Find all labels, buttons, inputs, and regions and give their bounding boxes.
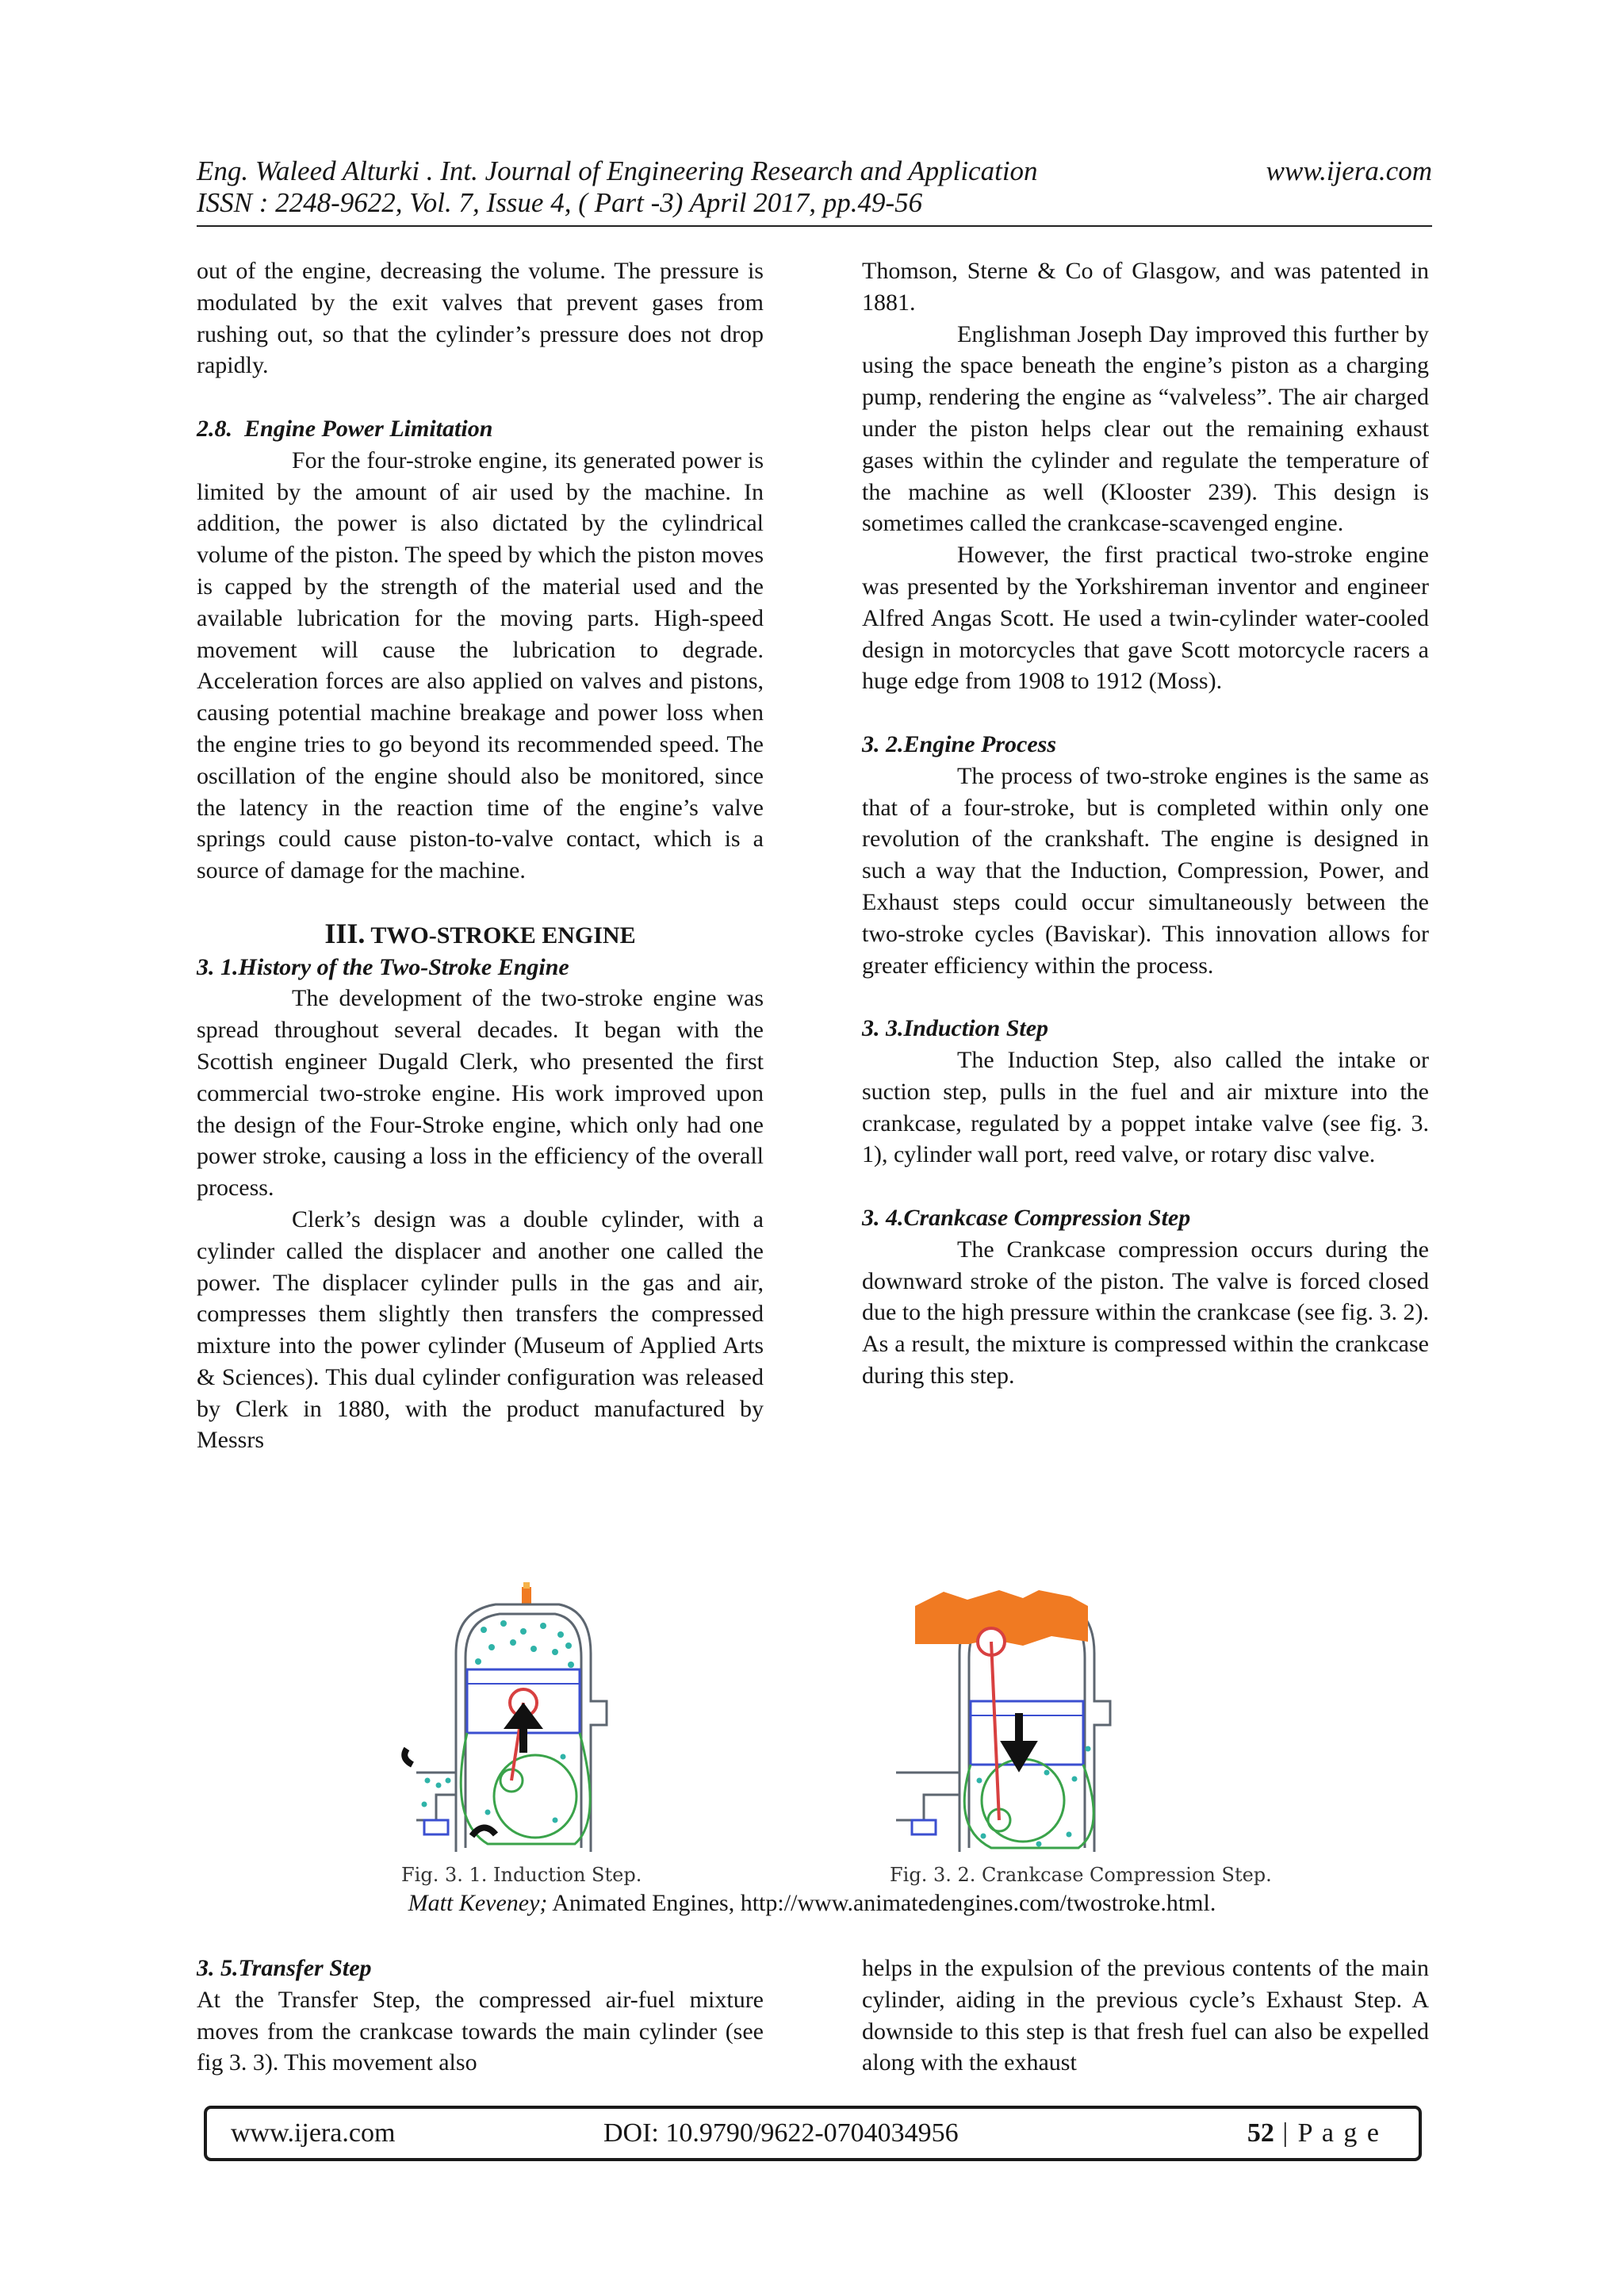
paragraph: The development of the two-stroke engine was spread throughout several decades. It began with the Scottish engineer Dugald Clerk, who presented the first commercial two-stroke engine. His work improved upon the design of the Four-Stroke engine, which only had one power stroke, causing a loss in the efficiency of the overall process. <box>197 985 764 1202</box>
paragraph: However, the first practical two-stroke engine was presented by the Yorkshireman inventor and engineer Alfred Angas Scott. He used a twin-cylinder water-cooled design in motorcycles that gave Scott motorcycle racers a huge edge from 1908 to 1912 (Moss). <box>862 542 1429 695</box>
subsection-heading-3-4: 3. 4.Crankcase Compression Step <box>862 1204 1191 1231</box>
page-footer <box>204 2106 1422 2161</box>
paragraph: out of the engine, decreasing the volume. The pressure is modulated by the exit valves that prevent gases from rushing out, so that the cylinder’s pressure does not drop rapidly. <box>197 258 764 379</box>
left-column-bottom <box>197 1953 764 2079</box>
running-header-line2: ISSN : 2248-9622, Vol. 7, Issue 4, ( Part -3) April 2017, pp.49-56 <box>197 187 923 218</box>
paragraph: The process of two-stroke engines is the same as that of a four-stroke, but is completed within only one revolution of the crankshaft. The engine is designed in such a way that the Induction, Compression, Power, and Exhaust steps could occur simultaneously between the two-stroke cycles (Baviskar). This innovation allows for greater efficiency within the process. <box>862 762 1429 979</box>
left-column <box>197 255 764 1456</box>
right-column-bottom <box>862 1953 1429 2079</box>
paragraph: The Crankcase compression occurs during the downward stroke of the piston. The valve is forced closed due to the high pressure within the crankcase (see fig. 3. 2). As a result, the mixture is compressed within the crankcase during this step. <box>862 1236 1429 1389</box>
subsection-heading-3-2: 3. 2.Engine Process <box>862 730 1057 757</box>
page-number: 52 | P a g e <box>1247 2118 1381 2148</box>
paragraph: Englishman Joseph Day improved this further by using the space beneath the engine’s piston as a charging pump, rendering the engine as “valveless”. The air charged under the piston helps clear out the remaining exhaust gases within the cylinder and regulate the temperature of the machine as well (Klooster 239). This design is sometimes called the crankcase-scavenged engine. <box>862 320 1429 537</box>
footer-site-link[interactable]: www.ijera.com <box>231 2118 396 2148</box>
induction-engine-diagram <box>393 1582 630 1852</box>
crank-wheel <box>494 1755 576 1838</box>
figure-credit: Matt Keveney; Animated Engines, http://www.animatedengines.com/twostroke.html. <box>408 1890 1216 1916</box>
header-rule <box>197 225 1432 227</box>
mixture-dots <box>475 1620 574 1668</box>
running-header-line1 <box>197 155 1432 187</box>
intake-pipe <box>896 1773 959 1820</box>
paragraph: helps in the expulsion of the previous contents of the main cylinder, aiding in the previous cycle’s Exhaust Step. A downside to this step is that fresh fuel can also be expelled along with the exhaust <box>862 1955 1429 2076</box>
journal-citation: Eng. Waleed Alturki . Int. Journal of Engineering Research and Application <box>197 155 1038 186</box>
section-heading-3: III. TWO-STROKE ENGINE <box>324 917 636 949</box>
subsection-heading-3-1: 3. 1.History of the Two-Stroke Engine <box>197 953 569 980</box>
compression-engine-diagram <box>880 1582 1134 1852</box>
paragraph: At the Transfer Step, the compressed air-fuel mixture moves from the crankcase towards the main cylinder (see fig 3. 3). This movement also <box>197 1986 764 2076</box>
paragraph: Clerk’s design was a double cylinder, with a cylinder called the displacer and another one called the power. The displacer cylinder pulls in the gas and air, compresses them slightly then transfers the compressed mixture into the power cylinder (Museum of Applied Arts & Sciences). This dual cylinder configuration was released by Clerk in 1880, with the product manufactured by Messrs <box>197 1205 764 1454</box>
intake-valve <box>424 1820 448 1834</box>
figure-caption-3-2: Fig. 3. 2. Crankcase Compression Step. <box>890 1864 1272 1886</box>
footer-doi: DOI: 10.9790/9622-0704034956 <box>603 2118 959 2148</box>
subsection-heading-3-5: 3. 5.Transfer Step <box>197 1955 372 1981</box>
paragraph: Thomson, Sterne & Co of Glasgow, and was patented in 1881. <box>862 258 1429 316</box>
paragraph: The Induction Step, also called the intake or suction step, pulls in the fuel and air mixture into the crankcase, regulated by a poppet intake valve (see fig. 3. 1), cylinder wall port, reed valve, or rotary disc valve. <box>862 1046 1429 1168</box>
paragraph: For the four-stroke engine, its generated power is limited by the amount of air used by the machine. In addition, the power is also dictated by the cylindrical volume of the piston. The speed by which the piston moves is capped by the strength of the material used and the available lubrication for the moving parts. High-speed movement will cause the lubrication to degrade. Acceleration forces are also applied on valves and pistons, causing potential machine breakage and power loss when the engine tries to go beyond its recommended speed. The oscillation of the engine should also be monitored, since the latency in the reaction time of the engine’s valve springs could cause piston-to-valve contact, which is a source of damage for the machine. <box>197 447 764 884</box>
subsection-heading-2-8: 2.8. Engine Power Limitation <box>197 415 493 442</box>
figure-crankcase-compression <box>880 1582 1134 1852</box>
right-column <box>862 255 1429 1392</box>
subsection-heading-3-3: 3. 3.Induction Step <box>862 1015 1049 1042</box>
intake-valve <box>912 1820 936 1834</box>
spark-plug-icon <box>522 1587 531 1604</box>
figure-caption-3-1: Fig. 3. 1. Induction Step. <box>401 1864 642 1886</box>
flow-arrow-icon <box>404 1749 412 1765</box>
figure-induction-step <box>393 1582 630 1852</box>
header-url[interactable]: www.ijera.com <box>1266 155 1432 186</box>
